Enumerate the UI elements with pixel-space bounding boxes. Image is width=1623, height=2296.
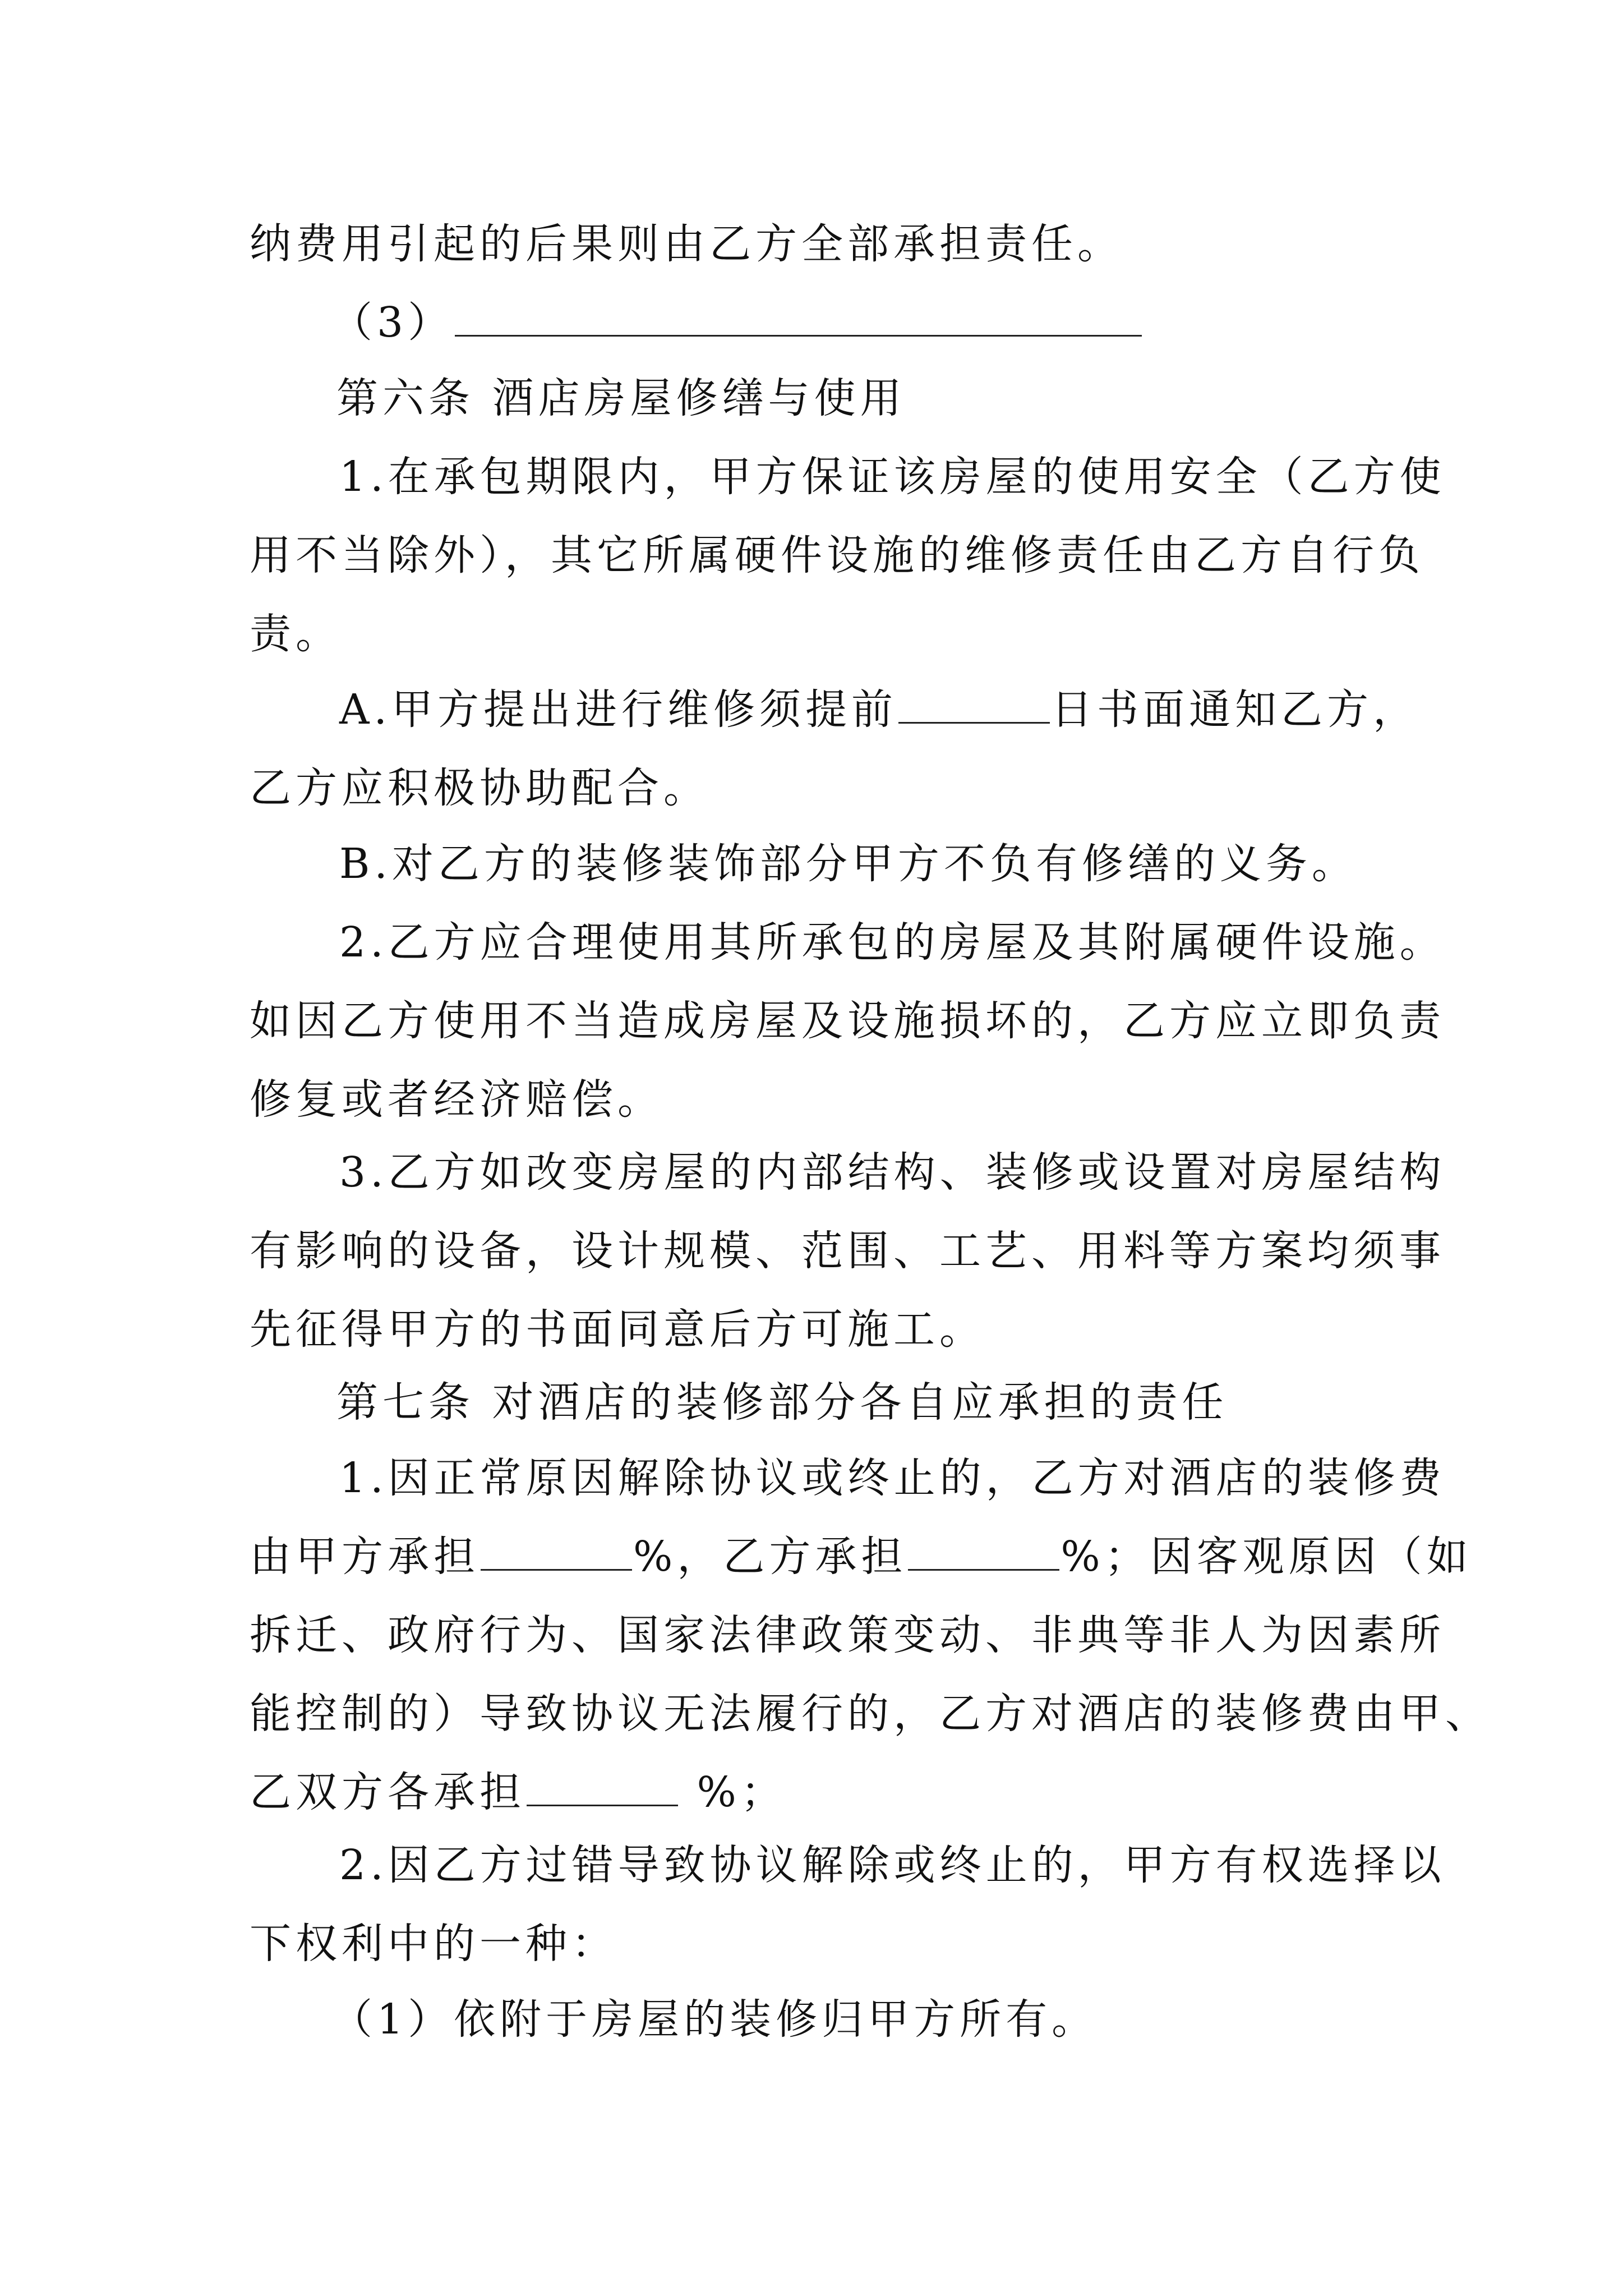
text-line: 有影响的设备，设计规模、范围、工艺、用料等方案均须事 [250,1227,1445,1275]
text-line: 1.在承包期限内，甲方保证该房屋的使用安全（乙方使 [339,453,1446,501]
paragraph-article-6-clause-a [250,670,1419,827]
paragraph-article-6-clause-b [339,825,1478,903]
text-line: 2.乙方应合理使用其所承包的房屋及其附属硬件设施。 [339,918,1446,967]
text-segment: 日书面通知乙方， [1050,685,1419,734]
paragraph-article-7-clause-2 [250,1826,1446,1983]
fill-in-blank-percent-each[interactable] [527,1761,678,1806]
paragraph-item-3 [331,283,1469,362]
text-segment: %； [679,1768,787,1816]
text-segment: A.甲方提出进行维修须提前 [339,685,897,734]
article-6-heading [336,359,1475,438]
fill-in-blank-percent-party-a[interactable] [481,1525,632,1571]
text-line: （1）依附于房屋的装修归甲方所有。 [331,1995,1098,2044]
text-segment: 由甲方承担 [250,1533,479,1581]
text-line: 1.因正常原因解除协议或终止的，乙方对酒店的装修费 [339,1454,1446,1502]
text-line: 拆迁、政府行为、国家法律政策变动、非典等非人为因素所 [250,1611,1445,1659]
article-7-heading [336,1363,1475,1442]
fill-in-blank-days[interactable] [898,678,1050,724]
text-line: 责。 [250,610,342,658]
paragraph-article-7-option-1 [331,1980,1469,2059]
heading-text: 第六条 酒店房屋修缮与使用 [336,374,906,422]
text-line: 修复或者经济赔偿。 [250,1075,663,1124]
paragraph-article-7-clause-1 [250,1439,1491,1832]
text-line: 能控制的）导致协议无法履行的，乙方对酒店的装修费由甲、 [250,1690,1491,1738]
text-line: 如因乙方使用不当造成房屋及设施损坏的，乙方应立即负责 [250,997,1445,1045]
paragraph-article-6-clause-3 [250,1133,1446,1369]
fill-in-blank[interactable] [455,291,1142,337]
text-line: 2.因乙方过错导致协议解除或终止的，甲方有权选择以 [339,1841,1446,1889]
text-line: B.对乙方的装修装饰部分甲方不负有修缮的义务。 [339,840,1358,888]
text-line: 先征得甲方的书面同意后方可施工。 [250,1305,985,1354]
text-line: 3.乙方如改变房屋的内部结构、装修或设置对房屋结构 [339,1148,1446,1197]
paragraph-liability-end [250,205,1388,283]
paragraph-article-6-clause-1 [250,438,1446,673]
text-line: 乙方应积极协助配合。 [250,764,709,812]
item-number: （3） [331,298,454,347]
fill-in-blank-percent-party-b[interactable] [908,1525,1059,1571]
text-segment: %；因客观原因（如 [1061,1533,1473,1581]
paragraph-article-6-clause-2 [250,903,1446,1139]
text-line: 用不当除外），其它所属硬件设施的维修责任由乙方自行负 [250,531,1424,579]
text-line: 纳费用引起的后果则由乙方全部承担责任。 [250,220,1123,268]
text-segment: %，乙方承担 [633,1533,907,1581]
text-line: 下权利中的一种： [250,1920,617,1968]
heading-text: 第七条 对酒店的装修部分各自应承担的责任 [336,1378,1228,1427]
text-segment: 乙双方各承担 [250,1768,525,1816]
